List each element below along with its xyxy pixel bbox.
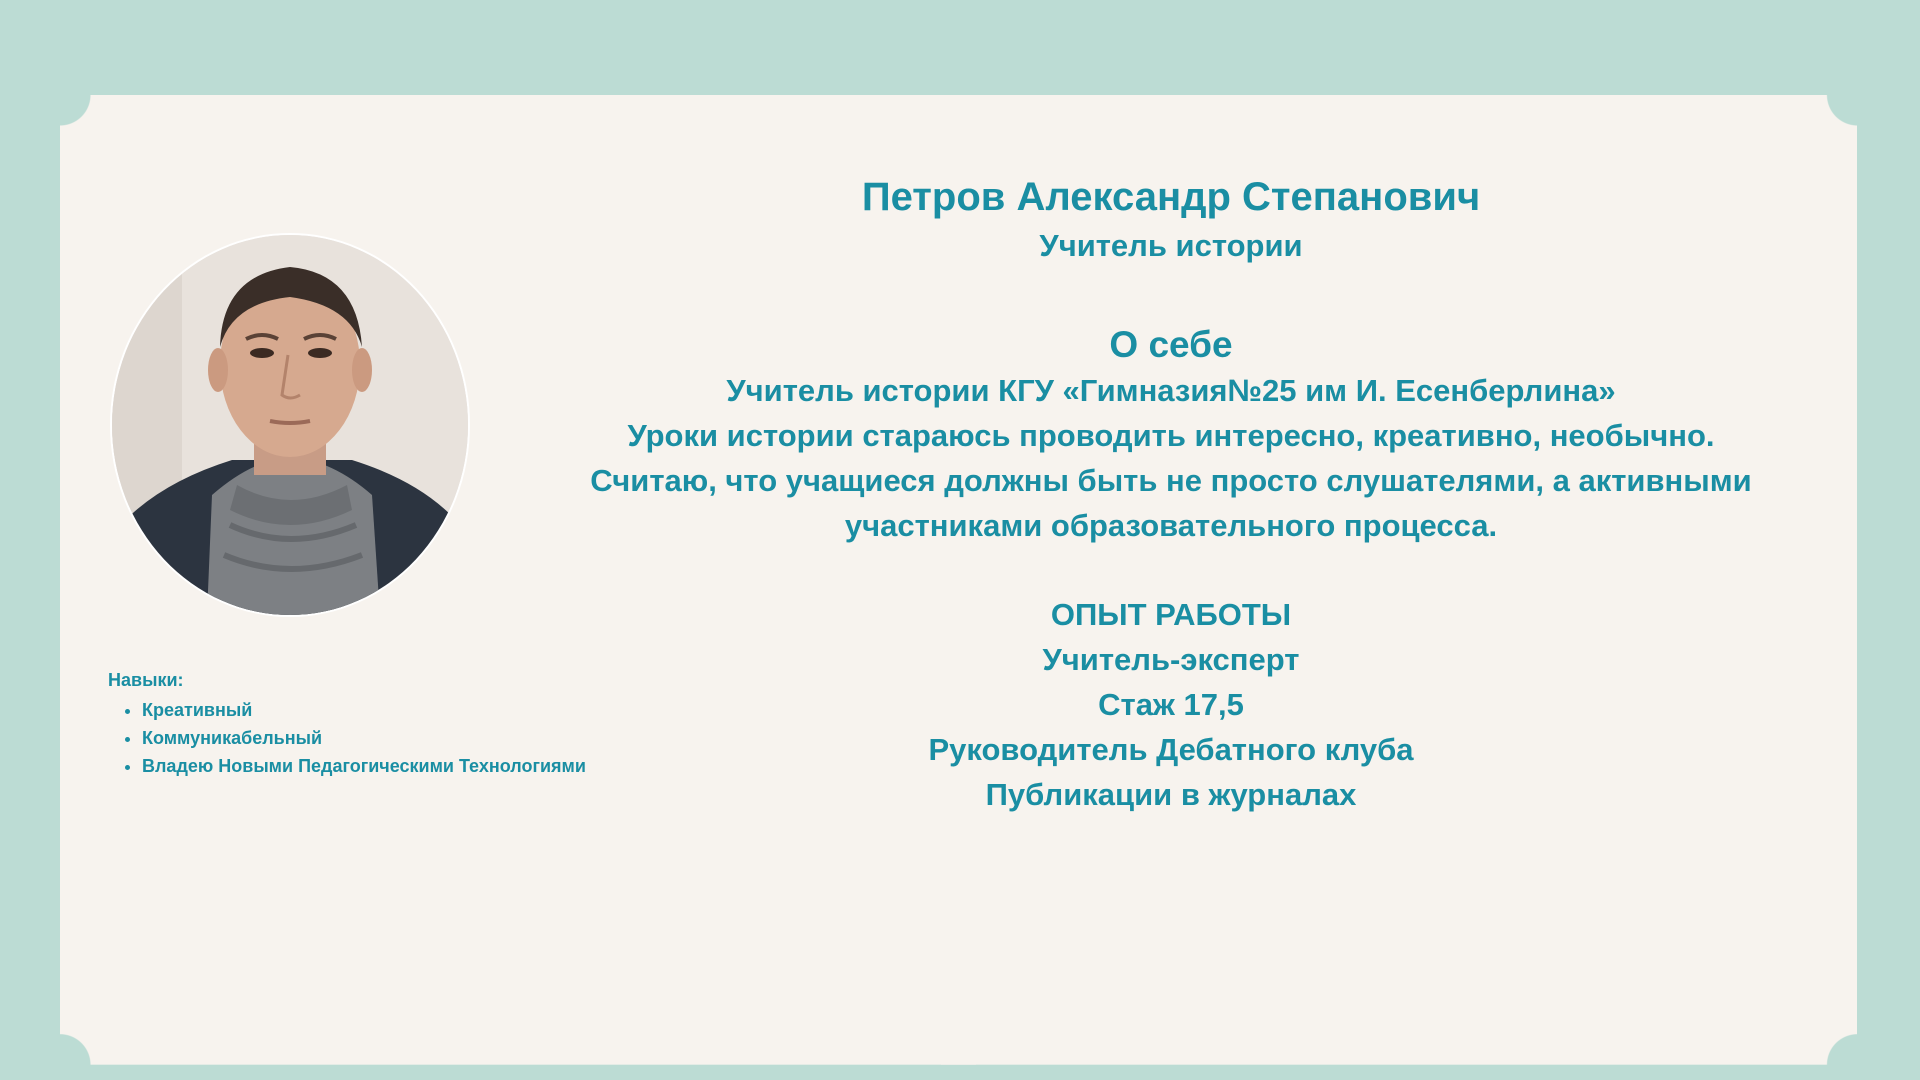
person-role: Учитель истории — [1039, 228, 1303, 263]
about-line: Считаю, что учащиеся должны быть не просто слушателями, а активными — [590, 463, 1752, 498]
skill-item: • Коммуникабельный — [142, 724, 586, 752]
person-name: Петров Александр Степанович — [861, 175, 1481, 219]
skills-section — [108, 668, 586, 780]
about-heading: О себе — [1109, 324, 1233, 365]
experience-heading: ОПЫТ РАБОТЫ — [1050, 597, 1292, 632]
portrait-photo — [112, 235, 468, 615]
about-line: участниками образовательного процесса. — [844, 508, 1498, 543]
avatar — [110, 233, 470, 617]
main-content — [540, 168, 1802, 817]
about-line: Учитель истории КГУ «Гимназия№25 им И. Есенберлина» — [726, 373, 1616, 408]
experience-item: Учитель-эксперт — [1042, 642, 1300, 677]
about-line: Уроки истории стараюсь проводить интересно, креативно, необычно. — [627, 418, 1715, 453]
skill-item: • Владею Новыми Педагогическими Технологиями — [142, 752, 586, 780]
experience-item: Руководитель Дебатного клуба — [928, 732, 1414, 767]
experience-item: Публикации в журналах — [985, 777, 1357, 812]
experience-item: Стаж 17,5 — [1098, 687, 1244, 722]
skills-title: Навыки: — [108, 670, 184, 690]
skill-item: • Креативный — [142, 696, 586, 724]
skills-list — [108, 696, 586, 780]
